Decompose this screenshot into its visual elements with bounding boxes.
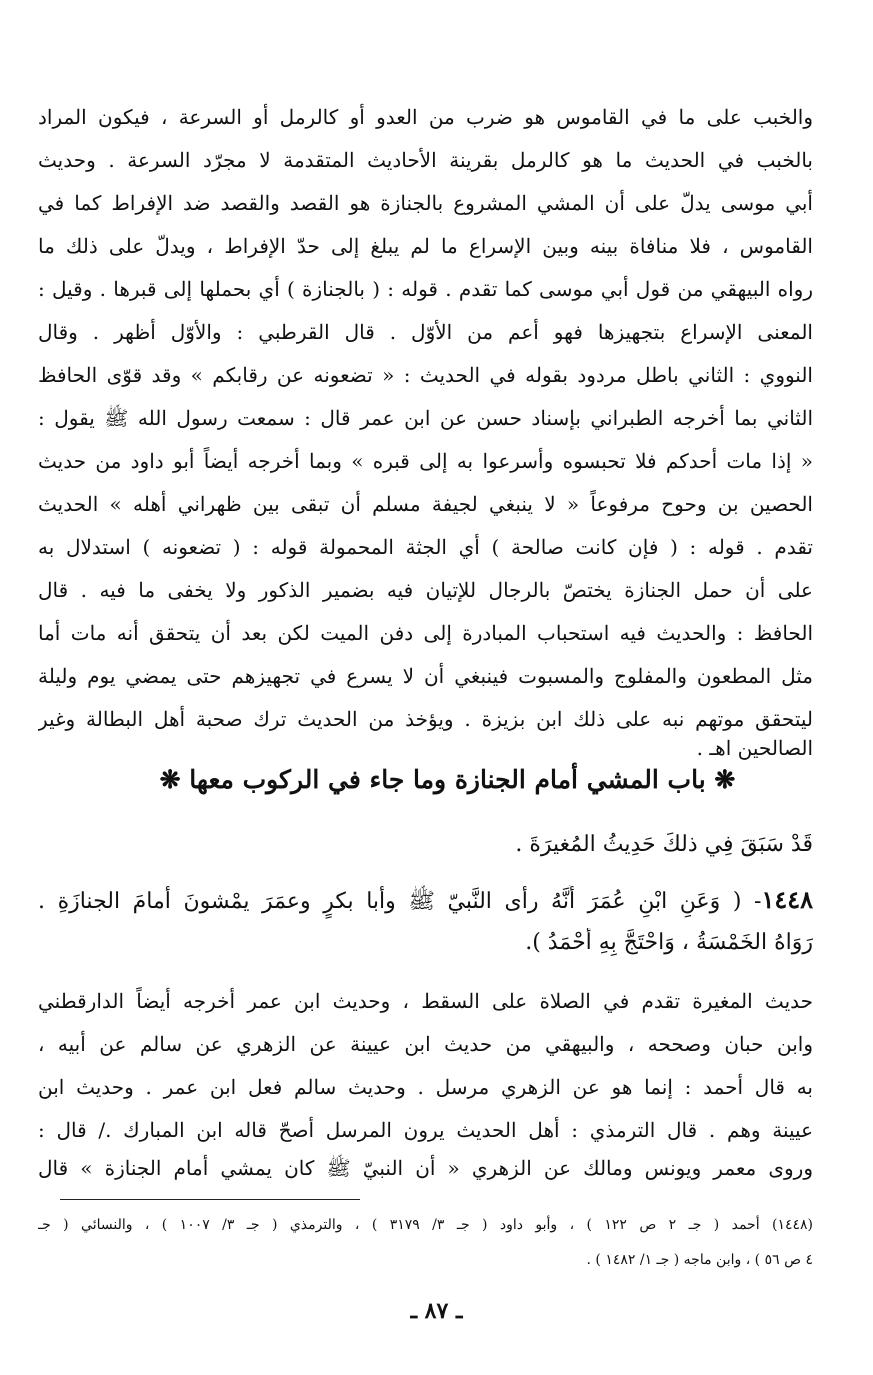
footnote-line: (١٤٤٨) أحمد ( جـ ٢ ص ١٢٢ ) ، وأبو داود ( جـ ٣/ ٣١٧٩ ) ، والترمذي ( جـ ٣/ ١٠٠٧ ) ، والنسائي ( جـ xyxy=(38,1217,813,1233)
body-line: النووي : الثاني باطل مردود بقوله في الحديث : « تضعونه عن رقابكم » وقد قوّى الحافظ xyxy=(38,363,813,387)
commentary-line: عيينة وهم . قال الترمذي : أهل الحديث يرون المرسل أصحّ قاله ابن المبارك ./ قال : xyxy=(38,1118,813,1142)
footnote-divider xyxy=(60,1199,360,1200)
body-line: الحصين بن وحوح مرفوعاً « لا ينبغي لجيفة مسلم أن تبقى بين ظهراني أهله » الحديث xyxy=(38,492,813,516)
body-line: تقدم . قوله : ( فإن كانت صالحة ) أي الجثة المحمولة قوله : ( تضعونه ) استدلال به xyxy=(38,535,813,559)
hadith-text: - ( وَعَنِ ابْنِ عُمَرَ أَنَّهُ رأى النَّبيّ ﷺ وأبا بكرٍ وعمَرَ يمْشونَ أمامَ الجنازَةِ . xyxy=(38,889,762,914)
hadith-line xyxy=(38,885,813,919)
body-line: بالخبب في الحديث ما هو كالرمل بقرينة الأحاديث المتقدمة لا مجرّد السرعة . وحديث xyxy=(38,148,813,172)
commentary-line: وروى معمر ويونس ومالك عن الزهري « أن النبيّ ﷺ كان يمشي أمام الجنازة » قال xyxy=(38,1156,813,1180)
hadith-number: ١٤٤٨ xyxy=(761,885,813,914)
body-line: الثاني بما أخرجه الطبراني بإسناد حسن عن ابن عمر قال : سمعت رسول الله ﷺ يقول : xyxy=(38,406,813,430)
body-line: المعنى الإسراع بتجهيزها فهو أعم من الأوّل . قال القرطبي : والأوّل أظهر . وقال xyxy=(38,320,813,344)
chapter-heading: ❋ باب المشي أمام الجنازة وما جاء في الركوب معها ❋ xyxy=(159,765,736,794)
commentary-line: حديث المغيرة تقدم في الصلاة على السقط ، وحديث ابن عمر أخرجه أيضاً الدارقطني xyxy=(38,989,813,1013)
body-line: القاموس ، فلا منافاة بينه وبين الإسراع ما لم يبلغ إلى حدّ الإفراط ، ويدلّ على ذلك ما xyxy=(38,234,813,258)
body-line: أبي موسى يدلّ على أن المشي المشروع بالجنازة هو القصد والقصد ضد الإفراط كما في xyxy=(38,191,813,215)
body-line: على أن حمل الجنازة يختصّ بالرجال للإتيان فيه بضمير الذكور ولا يخفى ما فيه . قال xyxy=(38,578,813,602)
hadith-intro: قَدْ سَبَقَ فِي ذلكَ حَدِيثُ المُغيرَةَ . xyxy=(515,832,813,857)
body-line: « إذا مات أحدكم فلا تحبسوه وأسرعوا به إلى قبره » وبما أخرجه أيضاً أبو داود من حديث xyxy=(38,449,813,473)
body-line: ليتحقق موتهم نبه على ذلك ابن بزيزة . ويؤخذ من الحديث ترك صحبة أهل البطالة وغير xyxy=(38,707,813,731)
body-line: والخبب على ما في القاموس هو ضرب من العدو أو كالرمل أو السرعة ، فيكون المراد xyxy=(38,105,813,129)
body-line: الحافظ : والحديث فيه استحباب المبادرة إلى دفن الميت لكن بعد أن يتحقق أنه مات أما xyxy=(38,621,813,645)
commentary-line: وابن حبان وصححه ، والبيهقي من حديث ابن عيينة عن الزهري عن سالم عن أبيه ، xyxy=(38,1032,813,1056)
body-line: رواه البيهقي من قول أبي موسى كما تقدم . قوله : ( بالجنازة ) أي بحملها إلى قبرها . وقيل : xyxy=(38,277,813,301)
page-number: ـ ٨٧ ـ xyxy=(410,1298,463,1324)
commentary-line: به قال أحمد : إنما هو عن الزهري مرسل . وحديث سالم فعل ابن عمر . وحديث ابن xyxy=(38,1075,813,1099)
body-line: مثل المطعون والمفلوج والمسبوت فينبغي أن لا يسرع في تجهيزهم حتى يمضي يوم وليلة xyxy=(38,664,813,688)
hadith-line: رَوَاهُ الخَمْسَةُ ، وَاحْتَجَّ بِهِ أَحْمَدُ ). xyxy=(525,930,813,955)
body-line: الصالحين اهـ . xyxy=(696,736,813,760)
footnote-line: ٤ ص ٥٦ ) ، وابن ماجه ( جـ ١/ ١٤٨٢ ) . xyxy=(586,1252,813,1268)
